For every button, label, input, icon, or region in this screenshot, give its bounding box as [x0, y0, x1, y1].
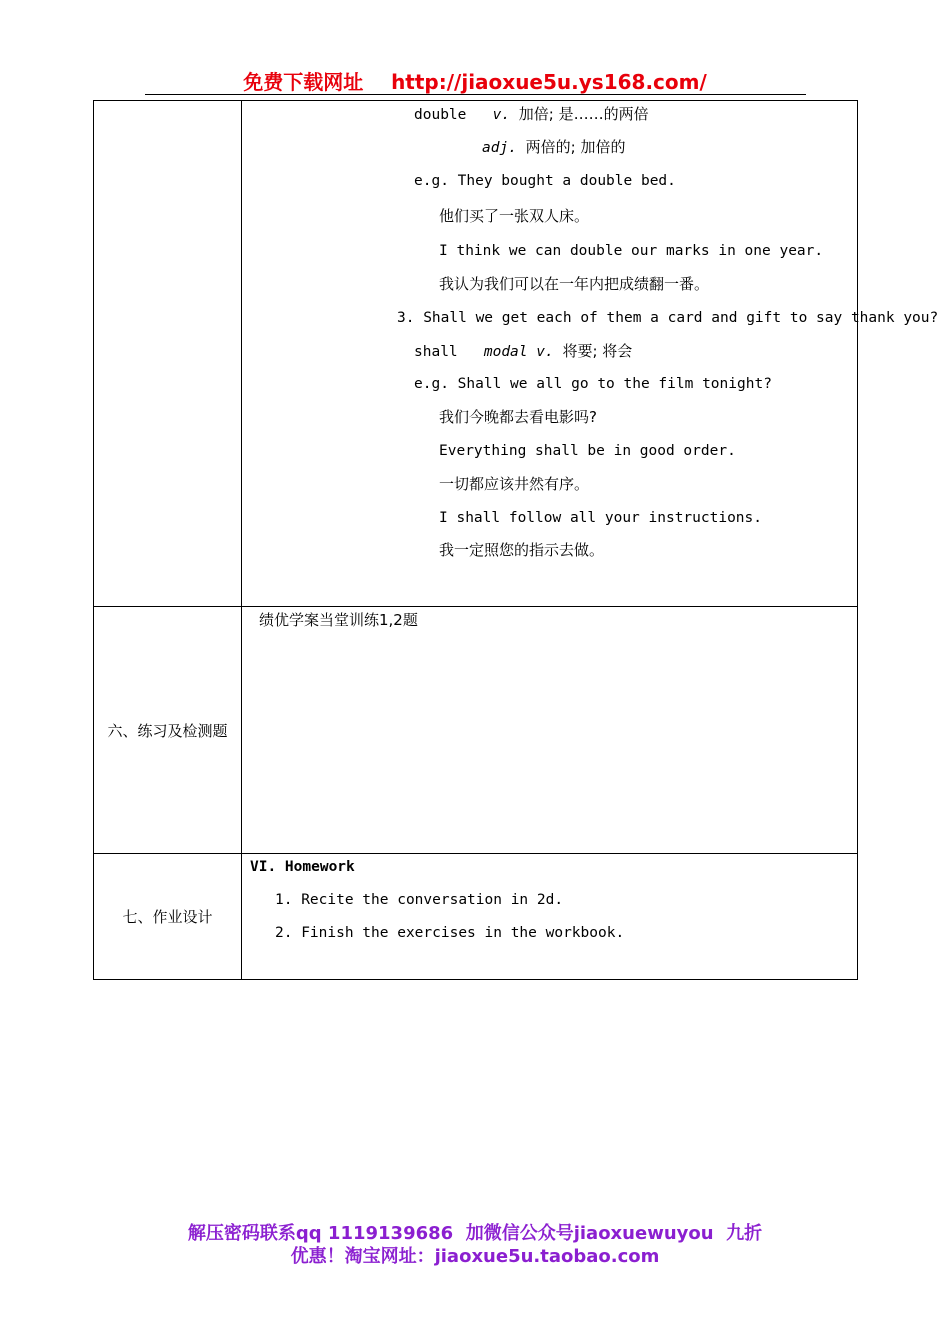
footer-line-2: 优惠！淘宝网址：jiaoxue5u.taobao.com — [290, 1246, 660, 1267]
page-header — [0, 66, 950, 95]
example-1-cn: 他们买了一张双人床。 — [439, 207, 590, 225]
homework-item: 2. Finish the exercises in the workbook. — [275, 925, 625, 941]
example-3-cn: 我们今晚都去看电影吗? — [439, 408, 597, 426]
double-pos-adj: adj. — [482, 140, 517, 156]
double-word: double — [414, 107, 467, 123]
header-site-label: 免费下载网址 — [243, 70, 364, 94]
example-2-en: I think we can double our marks in one year. — [439, 243, 824, 259]
practice-label: 六、练习及检测题 — [94, 607, 242, 854]
double-pos-verb: v. — [492, 107, 511, 123]
double-adj-entry — [482, 138, 625, 157]
double-definition-verb: 加倍; 是……的两倍 — [518, 105, 649, 123]
example-5-en: I shall follow all your instructions. — [439, 510, 763, 526]
homework-title: VI. Homework — [250, 859, 355, 875]
example-2-cn: 我认为我们可以在一年内把成绩翻一番。 — [439, 275, 710, 293]
example-1-en: e.g. They bought a double bed. — [414, 173, 676, 189]
practice-content: 绩优学案当堂训练1,2题 — [259, 611, 418, 629]
vocabulary-label-cell — [94, 101, 242, 607]
double-entry — [414, 105, 649, 124]
lesson-plan-table — [93, 100, 939, 980]
example-4-cn: 一切都应该井然有序。 — [439, 475, 590, 493]
example-3-en: e.g. Shall we all go to the film tonight? — [414, 376, 772, 392]
header-site-url[interactable]: http://jiaoxue5u.ys168.com/ — [391, 70, 707, 94]
table-row-vocabulary — [94, 101, 858, 607]
table-row-homework — [94, 854, 858, 980]
header-divider — [145, 94, 806, 95]
example-5-cn: 我一定照您的指示去做。 — [439, 541, 605, 559]
point-3-sentence: 3. Shall we get each of them a card and gift to say thank you? — [397, 310, 939, 326]
shall-word: shall — [414, 344, 458, 360]
double-definition-adj: 两倍的; 加倍的 — [525, 138, 626, 156]
homework-label: 七、作业设计 — [94, 854, 242, 980]
homework-content-cell — [242, 854, 858, 980]
table-row-practice — [94, 607, 858, 854]
shall-entry — [414, 342, 632, 361]
practice-content-cell — [242, 607, 858, 854]
vocabulary-content-cell — [242, 101, 939, 607]
footer-line-1: 解压密码联系qq 1119139686 加微信公众号jiaoxuewuyou 九折 — [187, 1223, 763, 1244]
shall-pos: modal v. — [483, 344, 554, 360]
shall-definition: 将要; 将会 — [562, 342, 633, 360]
homework-item: 1. Recite the conversation in 2d. — [275, 892, 564, 908]
example-4-en: Everything shall be in good order. — [439, 443, 736, 459]
